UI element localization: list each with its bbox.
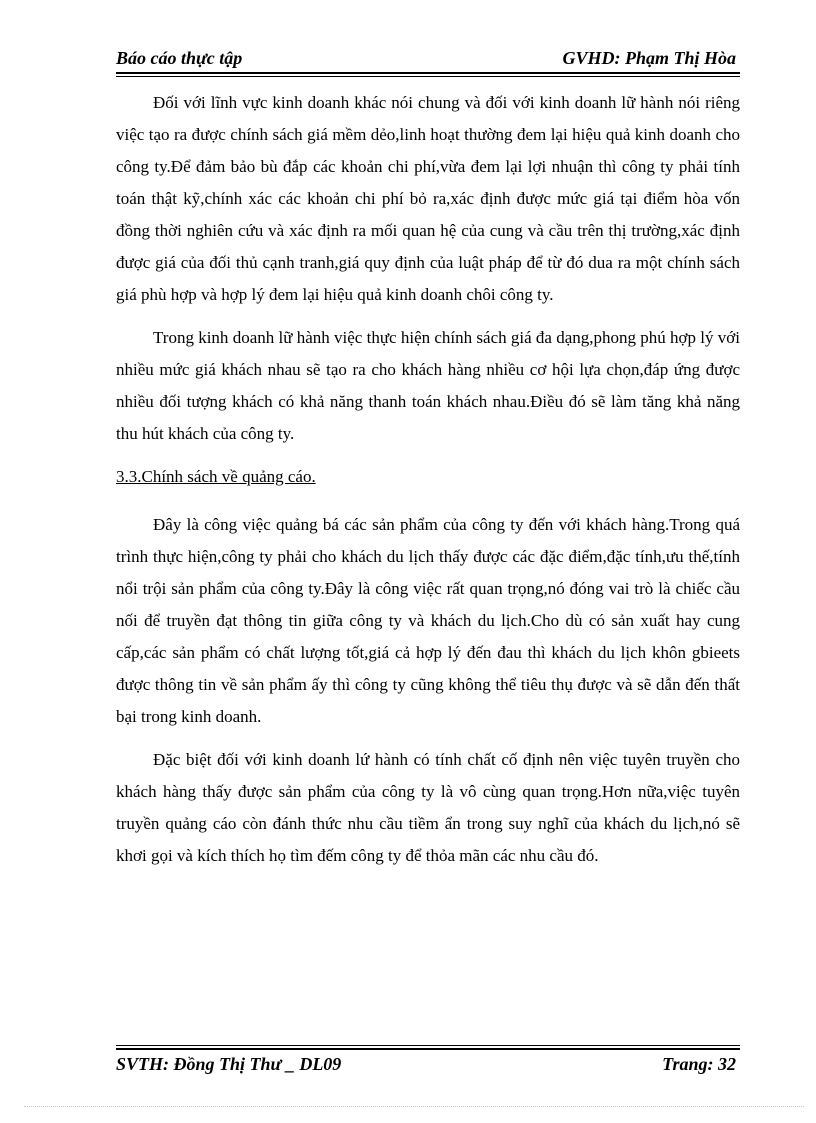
header-supervisor: GVHD: Phạm Thị Hòa bbox=[562, 48, 736, 68]
page-footer bbox=[116, 1054, 736, 1078]
footer-page-number: Trang: 32 bbox=[662, 1054, 736, 1074]
section-heading-advertising: 3.3.Chính sách về quảng cáo. bbox=[116, 467, 316, 486]
footer-rule bbox=[116, 1045, 740, 1050]
page-body bbox=[116, 87, 740, 883]
header-report-title: Báo cáo thực tập bbox=[116, 48, 243, 68]
page-header bbox=[116, 48, 736, 72]
page-bottom-edge bbox=[24, 1106, 804, 1107]
paragraph-advertising-importance: Đặc biệt đối với kinh doanh lứ hành có tính chất cố định nên việc tuyên truyền cho khách hàng thấy được sản phẩm của công ty là vô cùng quan trọng.Hơn nữa,việc tuyên truyền quảng cáo còn đánh thức nhu cầu tiềm ẩn trong suy nghĩ của khách du lịch,nó sẽ khơi gọi và kích thích họ tìm đếm công ty để thỏa mãn các nhu cầu đó. bbox=[116, 750, 740, 865]
paragraph-advertising-role: Đây là công việc quảng bá các sản phẩm của công ty đến với khách hàng.Trong quá trình thực hiện,công ty phải cho khách du lịch thấy được các đặc điểm,đặc tính,ưu thế,tính nổi trội sản phẩm của công ty.Đây là công việc rất quan trọng,nó đóng vai trò là chiếc cầu nối để truyền đạt thông tin giữa công ty và khách du lịch.Cho dù có sản xuất hay cung cấp,các sản phẩm có chất lượng tốt,giá cả hợp lý đến đau thì khách du lịch khôn gbieets được thông tin về sản phẩm ấy thì công ty cũng không thể tiêu thụ được và sẽ dẫn đến thất bại trong kinh doanh. bbox=[116, 515, 740, 726]
header-rule bbox=[116, 72, 740, 77]
footer-student: SVTH: Đồng Thị Thư _ DL09 bbox=[116, 1054, 342, 1074]
paragraph-pricing-diversity: Trong kinh doanh lữ hành việc thực hiện chính sách giá đa dạng,phong phú hợp lý với nhiều mức giá khách nhau sẽ tạo ra cho khách hàng nhiều cơ hội lựa chọn,đáp ứng được nhiều đối tượng khách có khả năng thanh toán khách nhau.Điều đó sẽ làm tăng khả năng thu hút khách của công ty. bbox=[116, 328, 740, 443]
paragraph-pricing-flexibility: Đối với lĩnh vực kinh doanh khác nói chung và đối với kinh doanh lữ hành nói riêng việc tạo ra được chính sách giá mềm dẻo,linh hoạt thường đem lại hiệu quả kinh doanh cho công ty.Để đảm bảo bù đắp các khoản chi phí,vừa đem lại lợi nhuận thì công ty phải tính toán thật kỹ,chính xác các khoản chi phí bỏ ra,xác định được mức giá tại điểm hòa vốn đồng thời nghiên cứu và xác định ra mối quan hệ của cung và cầu trên thị trường,xác định được giá của đối thủ cạnh tranh,giá quy định của luật pháp để từ đó dua ra một chính sách giá phù hợp và hợp lý đem lại hiệu quả kinh doanh chôi công ty. bbox=[116, 93, 740, 304]
